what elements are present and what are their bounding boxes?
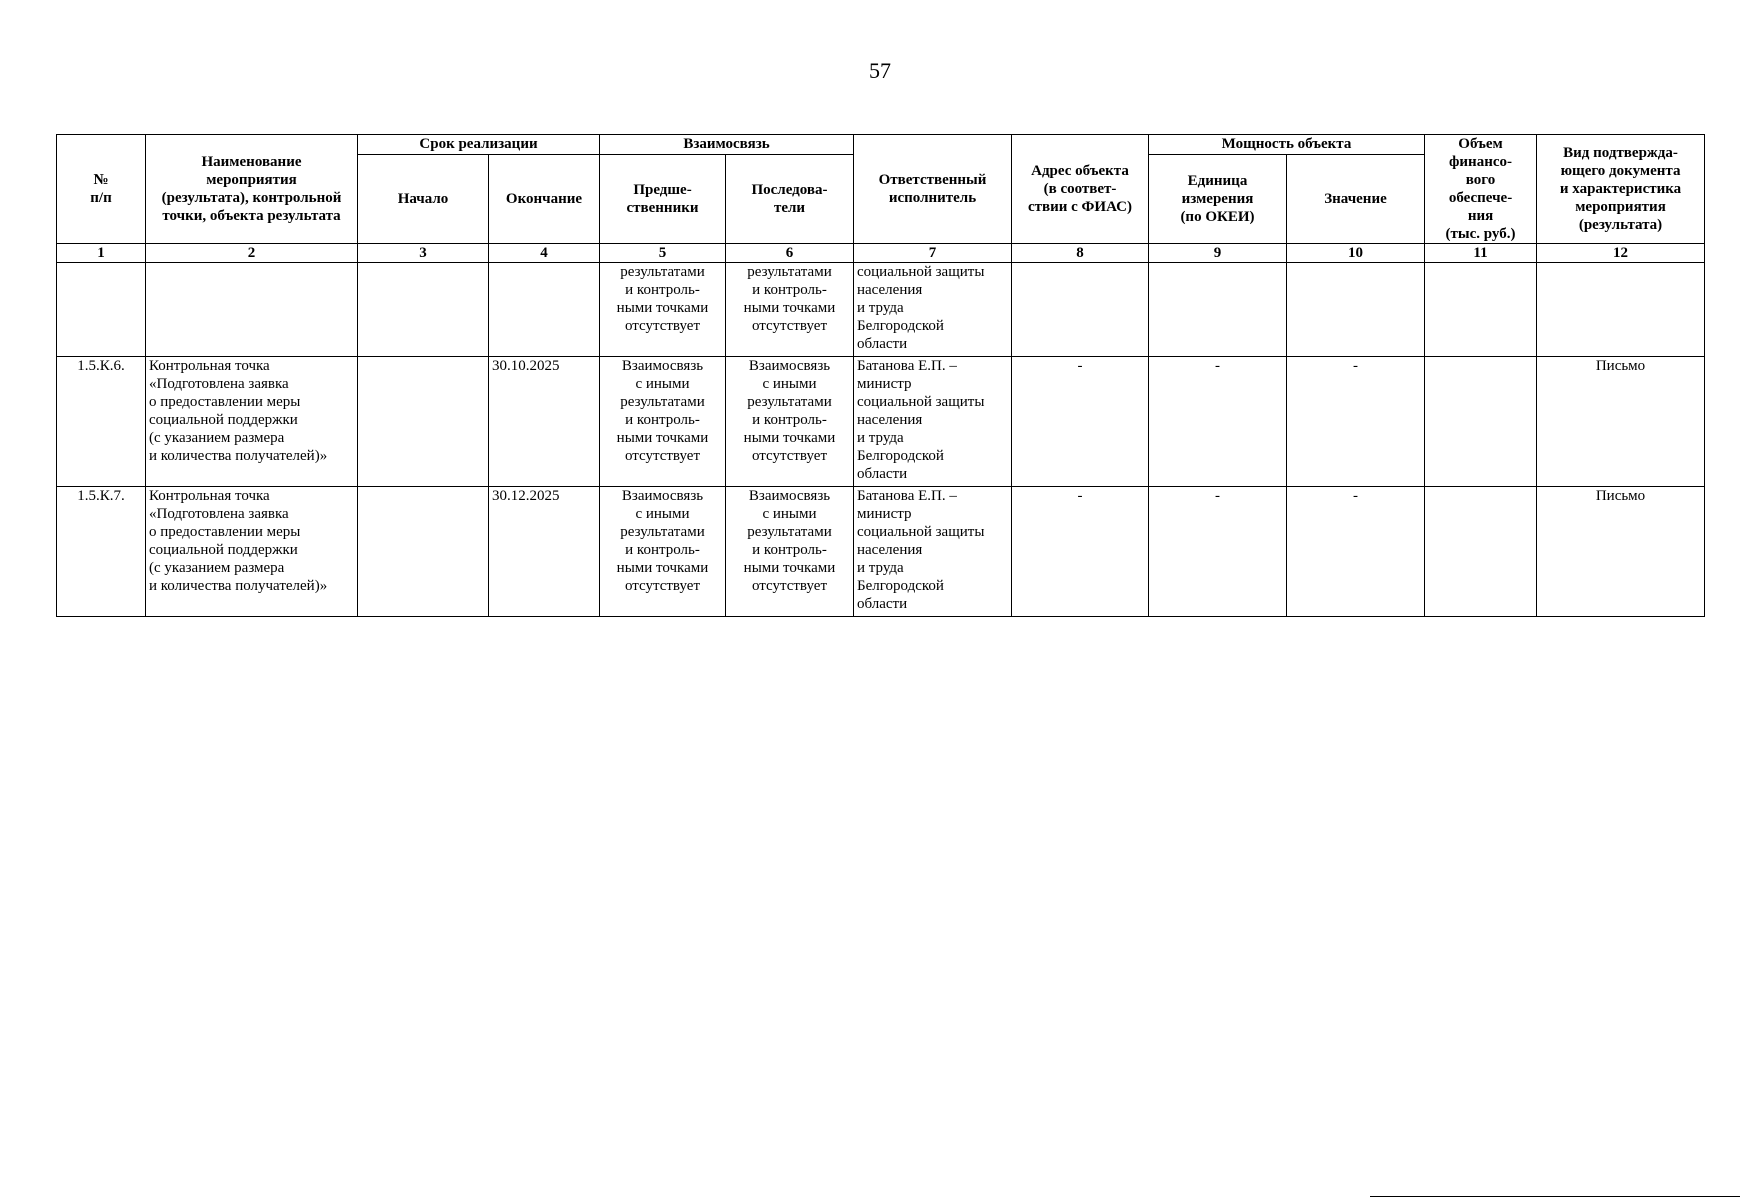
cell-address xyxy=(1012,263,1149,357)
cell-unit xyxy=(1149,263,1287,357)
cell-end xyxy=(489,263,600,357)
header-unit: Единица измерения (по ОКЕИ) xyxy=(1149,154,1287,243)
cell-successors: Взаимосвязь с иными результатами и контроль- ными точками отсутствует xyxy=(726,357,854,487)
col-number: 10 xyxy=(1287,244,1425,263)
cell-no: 1.5.К.7. xyxy=(57,487,146,617)
cell-predecessors: результатами и контроль- ными точками отсутствует xyxy=(600,263,726,357)
cell-name: Контрольная точка «Подготовлена заявка о предоставлении меры социальной поддержки (с указанием размера и количества получателей)» xyxy=(146,357,358,487)
header-successors: Последова- тели xyxy=(726,154,854,243)
header-value: Значение xyxy=(1287,154,1425,243)
cell-financing xyxy=(1425,487,1537,617)
cell-value: - xyxy=(1287,487,1425,617)
table-row xyxy=(57,487,1705,617)
cell-successors: результатами и контроль- ными точками отсутствует xyxy=(726,263,854,357)
cell-unit: - xyxy=(1149,487,1287,617)
header-term-group: Срок реализации xyxy=(358,135,600,155)
cell-financing xyxy=(1425,357,1537,487)
cell-start xyxy=(358,487,489,617)
cell-name xyxy=(146,263,358,357)
page-number: 57 xyxy=(869,58,891,83)
header-power-group: Мощность объекта xyxy=(1149,135,1425,155)
scan-edge-line xyxy=(1370,1196,1740,1197)
cell-value xyxy=(1287,263,1425,357)
cell-predecessors: Взаимосвязь с иными результатами и контроль- ными точками отсутствует xyxy=(600,487,726,617)
col-number: 4 xyxy=(489,244,600,263)
cell-value: - xyxy=(1287,357,1425,487)
cell-document xyxy=(1537,263,1705,357)
header-no: № п/п xyxy=(57,135,146,244)
cell-unit: - xyxy=(1149,357,1287,487)
cell-responsible: Батанова Е.П. – министр социальной защиты населения и труда Белгородской области xyxy=(854,357,1012,487)
cell-end: 30.10.2025 xyxy=(489,357,600,487)
table-row xyxy=(57,263,1705,357)
cell-no xyxy=(57,263,146,357)
cell-name: Контрольная точка «Подготовлена заявка о предоставлении меры социальной поддержки (с указанием размера и количества получателей)» xyxy=(146,487,358,617)
header-address: Адрес объекта (в соответ- ствии с ФИАС) xyxy=(1012,135,1149,244)
col-number: 11 xyxy=(1425,244,1537,263)
cell-end: 30.12.2025 xyxy=(489,487,600,617)
header-financing: Объем финансо- вого обеспече- ния (тыс. руб.) xyxy=(1425,135,1537,244)
cell-start xyxy=(358,357,489,487)
cell-successors: Взаимосвязь с иными результатами и контроль- ными точками отсутствует xyxy=(726,487,854,617)
cell-predecessors: Взаимосвязь с иными результатами и контроль- ными точками отсутствует xyxy=(600,357,726,487)
cell-responsible: социальной защиты населения и труда Белгородской области xyxy=(854,263,1012,357)
col-number: 6 xyxy=(726,244,854,263)
header-link-group: Взаимосвязь xyxy=(600,135,854,155)
col-number: 3 xyxy=(358,244,489,263)
cell-address: - xyxy=(1012,357,1149,487)
cell-responsible: Батанова Е.П. – министр социальной защиты населения и труда Белгородской области xyxy=(854,487,1012,617)
plan-table xyxy=(56,134,1705,617)
col-number: 9 xyxy=(1149,244,1287,263)
col-number: 2 xyxy=(146,244,358,263)
cell-address: - xyxy=(1012,487,1149,617)
cell-no: 1.5.К.6. xyxy=(57,357,146,487)
col-number: 7 xyxy=(854,244,1012,263)
table-row xyxy=(57,357,1705,487)
cell-start xyxy=(358,263,489,357)
header-document: Вид подтвержда- ющего документа и характеристика мероприятия (результата) xyxy=(1537,135,1705,244)
header-end: Окончание xyxy=(489,154,600,243)
cell-document: Письмо xyxy=(1537,357,1705,487)
header-start: Начало xyxy=(358,154,489,243)
header-name: Наименование мероприятия (результата), контрольной точки, объекта результата xyxy=(146,135,358,244)
col-number: 12 xyxy=(1537,244,1705,263)
header-predecessors: Предше- ственники xyxy=(600,154,726,243)
header-responsible: Ответственный исполнитель xyxy=(854,135,1012,244)
col-number: 8 xyxy=(1012,244,1149,263)
cell-financing xyxy=(1425,263,1537,357)
col-number: 1 xyxy=(57,244,146,263)
col-number: 5 xyxy=(600,244,726,263)
cell-document: Письмо xyxy=(1537,487,1705,617)
